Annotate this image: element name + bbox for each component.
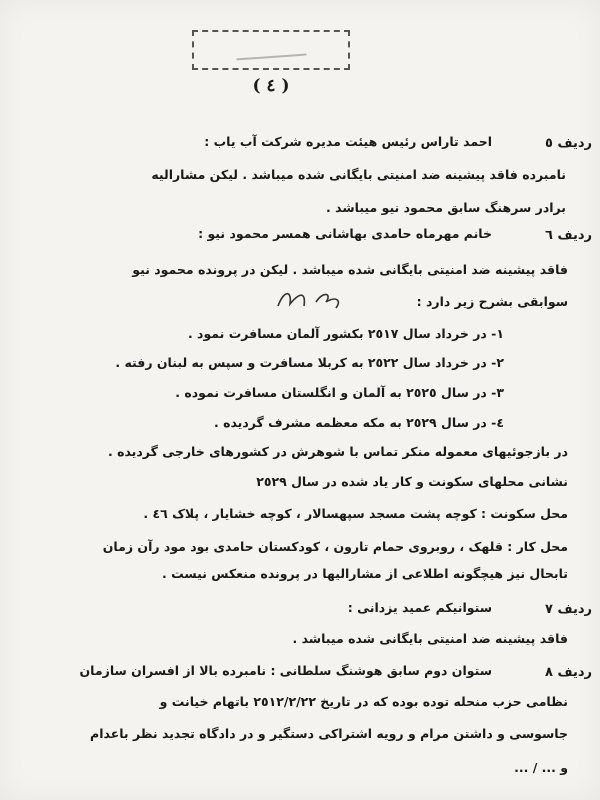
- row-8-line-4: و ... / ...: [514, 760, 568, 775]
- row-6-item-1: ١- در خرداد سال ٢٥١٧ بکشور آلمان مسافرت نمود .: [187, 326, 504, 341]
- row-6-workplace: محل کار : قلهک ، روبروی حمام تارون ، کودکستان حامدی بود مود رآن زمان: [102, 539, 568, 554]
- handwritten-mark: [270, 284, 360, 314]
- row-label-8: ردیف ٨: [545, 665, 592, 680]
- row-8-line-3: جاسوسی و داشتن مرام و رویه اشتراکی دستگیر و در دادگاه تجدید نظر باعدام: [90, 726, 568, 741]
- row-5-line-1: احمد تاراس رئیس هیئت مدیره شرکت آب یاب :: [204, 134, 492, 149]
- row-5-line-2: نامبرده فاقد پیشینه ضد امنیتی بایگانی شده میباشد . لیکن مشارالیه: [151, 167, 566, 182]
- row-6-line-1: خانم مهرماه حامدی بهاشانی همسر محمود نیو :: [198, 226, 492, 241]
- row-6-residence: محل سکونت : کوچه پشت مسجد سپهسالار ، کوچه خشایار ، پلاک ٤٦ .: [143, 506, 568, 521]
- row-6-item-4: ٤- در سال ٢٥٢٩ به مکه معظمه مشرف گردیده .: [213, 415, 504, 430]
- stamp-mark: [236, 40, 307, 61]
- stamp: [192, 30, 350, 70]
- row-7-line-1: ستوانیکم عمید یزدانی :: [347, 600, 492, 615]
- row-6-item-3: ٣- در سال ٢٥٢٥ به آلمان و انگلستان مسافرت نموده .: [175, 385, 504, 400]
- row-label-6: ردیف ٦: [545, 228, 592, 243]
- page-number: ( ٤ ): [252, 76, 290, 96]
- row-8-line-2: نظامی حزب منحله توده بوده که در تاریخ ٢٥١٢/٢/٢٢ باتهام خیانت و: [159, 694, 568, 709]
- row-6-line-2: فاقد پیشینه ضد امنیتی بایگانی شده میباشد . لیکن در پرونده محمود نیو: [132, 262, 568, 277]
- row-label-7: ردیف ٧: [545, 602, 592, 617]
- row-6-line-5: نشانی محلهای سکونت و کار یاد شده در سال ٢٥٢٩: [256, 474, 568, 489]
- row-6-line-3: سوابقی بشرح زیر دارد :: [416, 294, 568, 309]
- row-5-line-3: برادر سرهنگ سابق محمود نیو میباشد .: [326, 200, 566, 215]
- row-6-line-4: در بازجوئیهای معموله منکر تماس با شوهرش در کشورهای خارجی گردیده .: [107, 444, 568, 459]
- row-7-line-2: فاقد پیشینه ضد امنیتی بایگانی شده میباشد .: [292, 631, 568, 646]
- row-6-item-2: ٢- در خرداد سال ٢٥٢٢ به کربلا مسافرت و سپس به لبنان رفته .: [115, 355, 504, 370]
- row-label-5: ردیف ٥: [545, 136, 592, 151]
- row-6-line-6: تابحال نیز هیچگونه اطلاعی از مشارالیها در پرونده منعکس نیست .: [162, 566, 568, 581]
- row-8-line-1: ستوان دوم سابق هوشنگ سلطانی : نامبرده بالا از افسران سازمان: [79, 663, 492, 678]
